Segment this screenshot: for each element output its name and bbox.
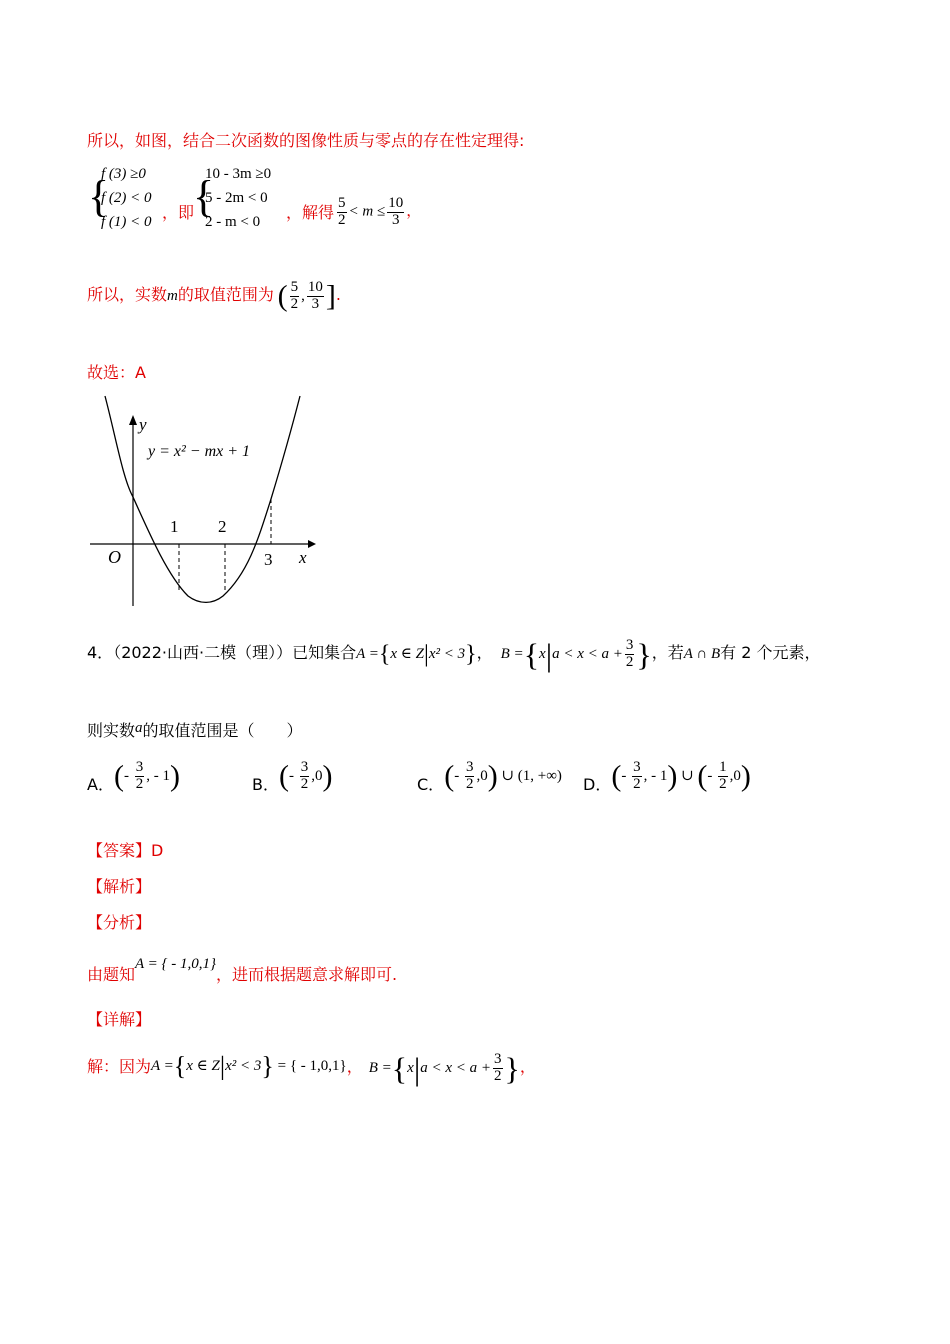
paragraph-range: 所以，实数m的取值范围为 ( $\frac{5}{2}$ , $\frac{10}{3}$ ].: [87, 279, 341, 313]
system-line: 5 - 2m < 0: [205, 190, 268, 206]
system-line: 2 - m < 0: [205, 214, 261, 230]
connector-jiede: ，解得: [286, 203, 335, 222]
option-a[interactable]: A．(- $\frac{3}{2}$ , - 1): [87, 759, 180, 794]
connector-ji: ，即: [162, 203, 195, 222]
paragraph-choice: 故选：A: [87, 363, 146, 382]
option-d[interactable]: D．(- $\frac{3}{2}$ , - 1) ∪ (- $\frac{1}{2}$ ,0): [583, 759, 751, 794]
paragraph-zero-theorem: 所以，如图，结合二次函数的图像性质与零点的存在性定理得:: [87, 131, 525, 150]
left-brace-2: {: [193, 172, 215, 221]
x-axis-arrow: [308, 540, 316, 548]
equation-label: y = x² − mx + 1: [148, 443, 251, 460]
question-number: 4．: [87, 643, 114, 662]
system-line: f (3) ≥0: [101, 166, 146, 182]
system-line: 10 - 3m ≥0: [205, 166, 272, 182]
tick-label-1: 1: [170, 517, 179, 536]
detail-label: 【详解】: [87, 1010, 152, 1029]
option-b[interactable]: B．(- $\frac{3}{2}$ ,0): [252, 759, 333, 794]
system-line: f (1) < 0: [101, 214, 152, 230]
breakdown-label: 【分析】: [87, 913, 152, 932]
tick-label-2: 2: [218, 517, 227, 536]
parabola-graph: [88, 393, 318, 613]
set-a: A ={x ∈ Z|x² < 3}: [356, 641, 477, 668]
system-m-values: [205, 162, 271, 234]
y-label: y: [139, 415, 147, 434]
question-4-line-1: 4．（2022·山西·二模（理））已知集合A ={x ∈ Z|x² < 3}， B ={x|a < x < a + $\frac{3}{2}$ }，若A ∩ B有 2 个元素，: [87, 636, 821, 673]
y-axis-arrow: [129, 415, 137, 425]
x-label: x: [299, 548, 307, 567]
system-f-values: [101, 162, 152, 234]
set-b: B ={x|a < x < a + $\frac{3}{2}$ }: [500, 636, 652, 673]
question-source: （2022·山西·二模（理））已知集合: [113, 643, 357, 662]
question-4-line-2: 则实数a的取值范围是（ ）: [87, 720, 303, 740]
tick-label-3: 3: [264, 550, 273, 569]
system-line: f (2) < 0: [101, 190, 152, 206]
left-brace-1: {: [88, 172, 110, 221]
solution-line: 解：因为A ={x ∈ Z|x² < 3} = { - 1,0,1}， B ={x|a < x < a + $\frac{3}{2}$ }，: [87, 1050, 536, 1087]
origin-label: O: [108, 547, 121, 567]
inequality-systems: [88, 160, 528, 240]
option-c[interactable]: C．(- $\frac{3}{2}$ ,0) ∪ (1, +∞): [417, 759, 562, 794]
analysis-label: 【解析】: [87, 877, 152, 896]
solution-inequality: $\frac{5}{2}$ < m ≤ $\frac{10}{3}$ ，: [338, 195, 422, 228]
answer-label: 【答案】D: [87, 841, 164, 860]
breakdown-text: 由题知A = { - 1,0,1}，进而根据题意求解即可.: [87, 956, 398, 984]
intersection: A ∩ B: [683, 646, 721, 662]
